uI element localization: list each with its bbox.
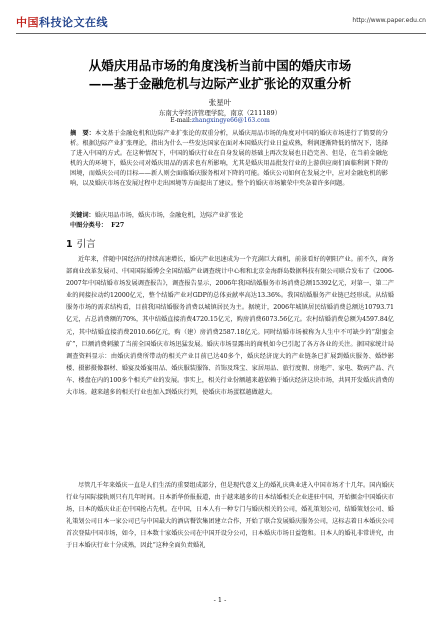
header-divider <box>16 33 426 34</box>
author-name: 张星叶 <box>208 98 232 107</box>
site-url[interactable]: http://www.paper.edu.cn <box>352 17 426 24</box>
author-affiliation: 东南大学经济管理学院，南京（211189） <box>158 109 282 117</box>
logo-china: 中国 <box>16 16 39 29</box>
paper-title-line2: ——基于金融危机与边际产业扩张论的双重分析 <box>88 76 352 91</box>
abstract-label: 摘 要： <box>70 130 95 137</box>
email-label: E-mail: <box>170 117 192 124</box>
paper-title-line1: 从婚庆用品市场的角度浅析当前中国的婚庆市场 <box>88 58 352 73</box>
section-number: 1 <box>66 239 73 250</box>
classification <box>70 220 388 229</box>
page-header <box>16 14 426 32</box>
logo-name: 科技论文在线 <box>39 16 108 29</box>
section-heading <box>66 236 96 250</box>
body-paragraph-1: 近年来，伴随中国经济的持续高速增长，婚庆产业迅速成为一个充满巨大商机，前景看好的朝阳产业。前不久，商务部商业改革发展司、中国国际婚博会全国结婚产业调查统计中心和和北京金海群岛数据科技有限公司联合发布了《2006-2007年中国结婚市场发展调查报告》，调查报告显示，2006年我国结婚服务市场消费总额15392亿元，对第一、第二产业的间接拉动约12000亿元，整个结婚产业对GDP的总体贡献率高达13.36%。我国结婚服务产业链已经形成。从结婚服务市场的需求结构看，目前我国结婚服务消费以城镇居民为主。据统计，2006年城镇居民结婚消费总额达10793.71亿元，占总消费额的70%，其中结婚直接消费4720.15亿元，购房消费6073.56亿元。农村结婚消费总额为4597.84亿元，其中结婚直接消费2010.66亿元，购（建）房消费2587.18亿元。同时结婚市场被称为人生中不可缺少的“甜蜜金矿”，巨额消费刺激了当前全国婚庆市场迅猛发展。婚庆市场显露出的商机如今已引起了各方各业的关注。据国家统计局调查资料显示：由婚庆消费所带动的相关产业目前已达40多个，婚庆经济庞大的产业链条已扩展到婚庆服务、婚纱影楼、摄影摄像器材、婚宴及婚宴用品、婚庆服装服饰、首饰及珠宝、家居用品、旅行度假、房地产、家电、数码产品、汽车、楼盘在内的100多个相关产业的发展。事实上，相关行业份额越来越依赖于婚庆经济这块市场，共同开发婚庆消费的大市场。越来越多的相关行业也加入到婚庆行列，使婚庆市场蛋糕越做越大。 <box>66 256 394 397</box>
author-email <box>0 117 440 124</box>
section-title: 引言 <box>76 239 96 250</box>
abstract-text: 本文基于金融危机和边际产业扩张论的双重分析，从婚庆用品市场的角度对中国的婚庆市场进行了简要的分析。根据边际产业扩张理论，指出为什么一些发达国家在面对本国婚庆行业日益成熟，利润逐渐降低的情况下，选择了进入中国的方式。在这种情况下，中国的婚庆行业在自身发展的基础上再次发展也日趋完善、但是，在当前金融危机的大的环境下，婚庆公司对婚庆用品的需求也有所影响，尤其是婚庆用品批发行业的上游供应商们面临利润下降的困境，而婚庆公司的目标——新人则会面临婚庆服务相对下降的可能。婚庆公司如何在发展之中，应对金融危机的影响，以及婚庆市场在发展过程中走出困境等方面提出了建议。整个的婚庆市场繁荣中夹杂着许多问题。 <box>70 130 389 187</box>
clc-code: F27 <box>111 222 125 229</box>
site-logo[interactable] <box>16 14 108 30</box>
email-link[interactable]: zhangxingye66@163.com <box>191 117 270 124</box>
clc-label: 中图分类号： <box>70 222 108 229</box>
keywords-text: 婚庆用品市场，婚庆市场，金融危机，边际产业扩张论 <box>94 212 244 219</box>
abstract <box>70 129 388 189</box>
keywords <box>70 210 388 219</box>
page-number: - 1 - <box>213 596 227 604</box>
body-paragraph-2: 尽管几千年来婚庆一直是人们生活的重要组成部分，但是现代意义上的婚礼庆典业进入中国市场才十几年。国内婚庆行业与国际接轨则只有几年时间。日本新华侨报报道，由于越来越多的日本结婚相关企业进驻中国，开始掘金中国婚庆市场，日本的婚庆业正在中国抢占先机。在中国，日本人有一种专门与婚庆相关的公司，婚礼策划公司，结婚策划公司、婚礼策划公司日本一家公司已与中国最大的酒店餐饮集团建立合作，开始了联合发展婚庆服务公司，这标志着日本婚庆公司首次登陆中国市场，如今，日本数十家婚庆公司在中国开设分公司，日本婚庆市场日益饱和。日本人的婚礼非常讲究，由于日本婚庆行业十分成熟，因此“这种全面负责婚礼 <box>66 482 394 550</box>
keywords-label: 关键词： <box>70 212 95 219</box>
